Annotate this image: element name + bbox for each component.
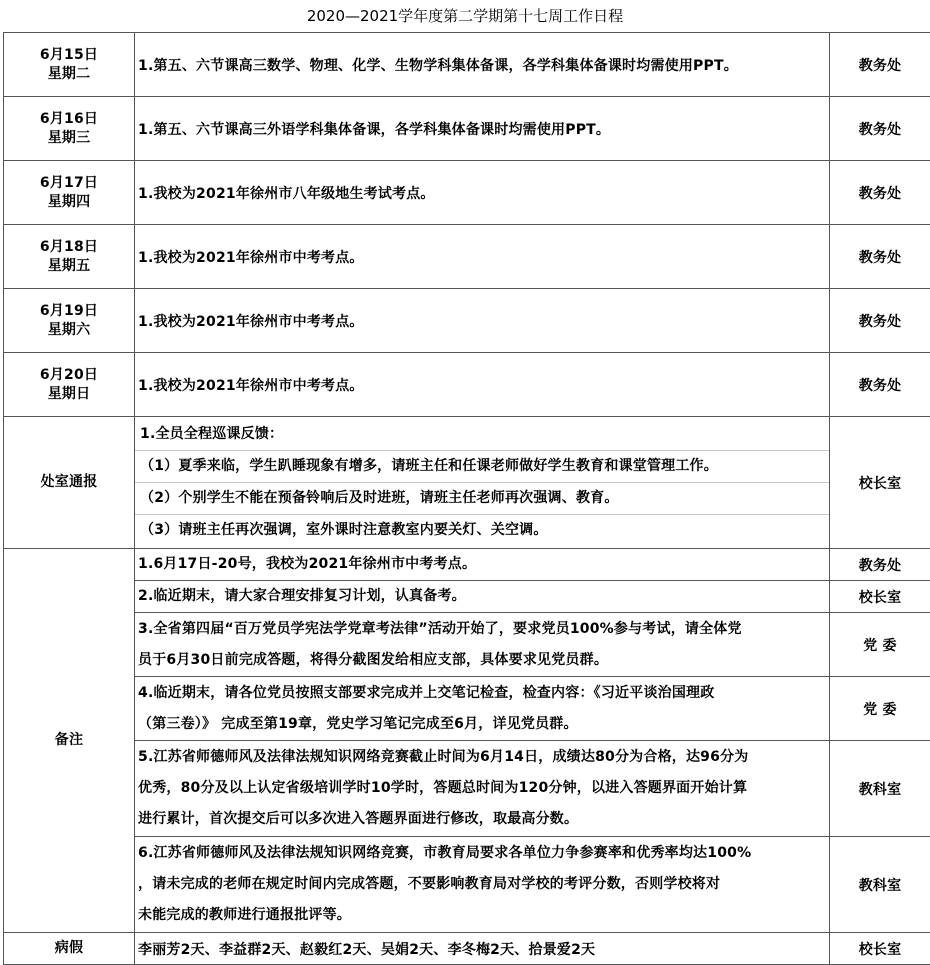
remark-content (135, 677, 830, 741)
table-row (4, 33, 930, 97)
sick-leave-dept: 校长室 (830, 933, 930, 965)
weekday: 星期六 (47, 321, 91, 338)
remark-dept: 教科室 (830, 837, 930, 933)
remark-row (4, 677, 930, 741)
remark-row (4, 613, 930, 677)
notice-line: （2）个别学生不能在预备铃响后及时进班，请班主任老师再次强调、教育。 (135, 483, 829, 515)
date-cell (4, 161, 135, 225)
date-cell (4, 225, 135, 289)
dept-cell: 教务处 (830, 33, 930, 97)
weekday: 星期四 (47, 193, 91, 210)
remark-dept: 教务处 (830, 549, 930, 581)
remark-line: ，请未完成的老师在规定时间内完成答题，不要影响教育局对学校的考评分数，否则学校将对 (138, 876, 721, 892)
remark-line: 1.6月17日-20号，我校为2021年徐州市中考考点。 (138, 556, 477, 572)
date: 6月16日 (39, 110, 99, 127)
notice-content (135, 417, 830, 549)
remark-row (4, 549, 930, 581)
dept-cell: 教务处 (830, 289, 930, 353)
dept-cell: 教务处 (830, 353, 930, 417)
date-cell (4, 97, 135, 161)
remark-line: （第三卷）》 完成至第19章，党史学习笔记完成至6月，详见党员群。 (138, 715, 578, 732)
remark-line: 2.临近期末，请大家合理安排复习计划，认真备考。 (138, 588, 466, 604)
date: 6月19日 (39, 302, 99, 319)
remark-dept: 党 委 (830, 677, 930, 741)
remark-row (4, 581, 930, 613)
weekday: 星期三 (47, 129, 91, 146)
remark-line: 进行累计，首次提交后可以多次进入答题界面进行修改，取最高分数。 (138, 811, 579, 827)
remark-dept: 党 委 (830, 613, 930, 677)
remark-dept: 教科室 (830, 741, 930, 837)
content-cell: 1.我校为2021年徐州市八年级地生考试考点。 (135, 161, 830, 225)
remark-line: 优秀，80分及以上认定省级培训学时10学时，答题总时间为120分钟，以进入答题界面开始计算 (138, 780, 748, 796)
content-cell: 1.我校为2021年徐州市中考考点。 (135, 289, 830, 353)
remark-line: 4.临近期末，请各位党员按照支部要求完成并上交笔记检查，检查内容：《习近平谈治国理政 (138, 684, 715, 701)
remark-row (4, 837, 930, 933)
weekday: 星期二 (47, 65, 91, 82)
date: 6月17日 (39, 174, 99, 191)
dept-cell: 教务处 (830, 161, 930, 225)
remark-line: 6.江苏省师德师风及法律法规知识网络竞赛，市教育局要求各单位力争参赛率和优秀率均达100% (138, 845, 752, 861)
remark-content (135, 741, 830, 837)
table-row (4, 97, 930, 161)
remark-content (135, 613, 830, 677)
notice-label: 处室通报 (4, 417, 135, 549)
table-row (4, 161, 930, 225)
notice-line: （1）夏季来临，学生趴睡现象有增多，请班主任和任课老师做好学生教育和课堂管理工作。 (135, 451, 829, 483)
remark-content (135, 549, 830, 581)
dept-cell: 教务处 (830, 97, 930, 161)
remark-row (4, 741, 930, 837)
weekday: 星期五 (47, 257, 91, 274)
content-cell: 1.第五、六节课高三数学、物理、化学、生物学科集体备课，各学科集体备课时均需使用PPT。 (135, 33, 830, 97)
schedule-table (3, 32, 930, 965)
remark-dept: 校长室 (830, 581, 930, 613)
table-row (4, 289, 930, 353)
content-cell: 1.我校为2021年徐州市中考考点。 (135, 225, 830, 289)
dept-cell: 教务处 (830, 225, 930, 289)
table-row (4, 353, 930, 417)
date: 6月20日 (39, 366, 99, 383)
table-row (4, 225, 930, 289)
remarks-label: 备注 (4, 549, 135, 933)
remark-content (135, 837, 830, 933)
remark-content (135, 581, 830, 613)
notice-dept: 校长室 (830, 417, 930, 549)
notice-line: 1.全员全程巡课反馈： (135, 419, 829, 451)
weekday: 星期日 (47, 385, 91, 402)
sick-leave-content: 李丽芳2天、李益群2天、赵毅红2天、吴娟2天、李冬梅2天、拾景爱2天 (135, 933, 830, 965)
sick-leave-row (4, 933, 930, 965)
date: 6月15日 (39, 46, 99, 63)
remark-line: 未能完成的教师进行通报批评等。 (138, 907, 351, 923)
page-title: 2020—2021学年度第二学期第十七周工作日程 (306, 7, 624, 25)
remark-line: 3.全省第四届“百万党员学宪法学党章考法律”活动开始了，要求党员100%参与考试，请全体党 (138, 620, 742, 637)
content-cell: 1.第五、六节课高三外语学科集体备课，各学科集体备课时均需使用PPT。 (135, 97, 830, 161)
notice-line: （3）请班主任再次强调，室外课时注意教室内要关灯、关空调。 (140, 522, 548, 538)
remark-line: 员于6月30日前完成答题，将得分截图发给相应支部，具体要求见党员群。 (138, 651, 609, 668)
notice-row (4, 417, 930, 549)
content-cell: 1.我校为2021年徐州市中考考点。 (135, 353, 830, 417)
date: 6月18日 (39, 238, 99, 255)
date-cell (4, 33, 135, 97)
date-cell (4, 353, 135, 417)
sick-leave-label: 病假 (4, 933, 135, 965)
remark-line: 5.江苏省师德师风及法律法规知识网络竞赛截止时间为6月14日，成绩达80分为合格，达96分为 (138, 749, 749, 765)
date-cell (4, 289, 135, 353)
